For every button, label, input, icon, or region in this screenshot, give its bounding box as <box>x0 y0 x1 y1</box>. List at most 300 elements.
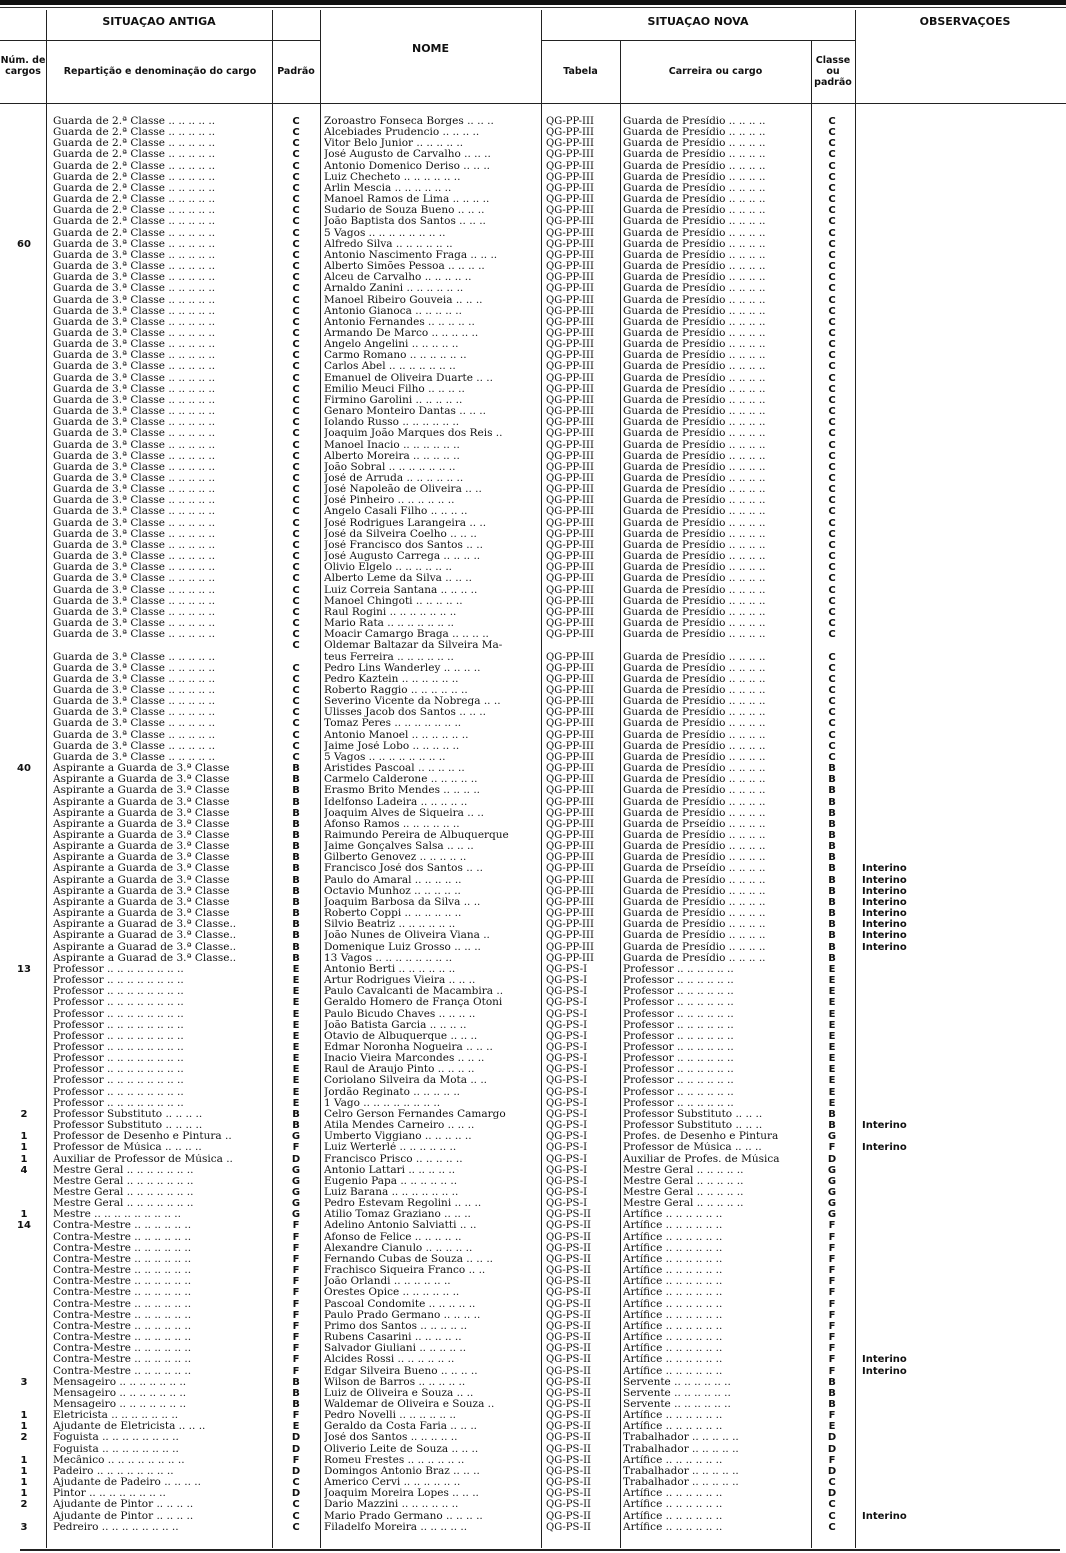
table-row <box>0 228 1066 239</box>
reparticao-cell: Guarda de 3.ª Classe .. .. .. .. .. <box>53 618 216 630</box>
padrao-cell: C <box>292 740 300 752</box>
reparticao-cell: Professor de Desenho e Pintura .. <box>53 1131 232 1143</box>
carreira-cell: Artífice .. .. .. .. .. .. <box>623 1410 723 1422</box>
carreira-cell: Guarda de Presídio .. .. .. .. <box>623 517 766 529</box>
carreira-cell: Guarda de Presídio .. .. .. .. <box>623 919 766 931</box>
table-row <box>0 216 1066 227</box>
reparticao-cell: Contra-Mestre .. .. .. .. .. .. <box>53 1354 192 1366</box>
padrao-cell: C <box>292 361 300 373</box>
padrao-cell: G <box>291 1187 301 1198</box>
carreira-cell: Artífice .. .. .. .. .. .. <box>623 1343 723 1355</box>
padrao-cell: C <box>292 495 300 507</box>
table-row <box>0 830 1066 841</box>
carreira-cell: Guarda de Presídio .. .. .. .. <box>623 327 766 339</box>
carreira-cell: Mestre Geral .. .. .. .. .. <box>623 1175 744 1187</box>
table-row <box>0 1466 1066 1477</box>
carreira-cell: Guarda de Presídio .. .. .. .. <box>623 473 766 484</box>
nome-cell: Alberto Simões Pessoa .. .. .. .. <box>324 261 485 273</box>
observacao-cell: Interino <box>862 896 907 908</box>
nome-cell: Artur Rodrigues Vieira .. .. .. <box>324 975 476 987</box>
padrao-cell: F <box>292 1253 300 1265</box>
reparticao-cell: Aspirante a Guarda de 3.ª Classe <box>53 763 230 775</box>
classe-cell: E <box>828 975 836 987</box>
padrao-cell: B <box>292 763 300 775</box>
nome-cell: Roberto Raggio .. .. .. .. .. .. <box>324 684 468 696</box>
classe-cell: F <box>828 1354 836 1366</box>
header-nome: NOME <box>411 42 450 55</box>
nome-cell: Pascoal Condomite .. .. .. .. .. <box>324 1298 476 1310</box>
table-row <box>0 975 1066 986</box>
classe-cell: F <box>828 1287 836 1299</box>
carreira-cell: Guarda de Presídio .. .. .. .. <box>623 227 766 239</box>
reparticao-cell: Guarda de 3.ª Classe .. .. .. .. .. <box>53 651 216 663</box>
nome-cell: Paulo do Amaral .. .. .. .. .. <box>324 874 462 886</box>
tabela-cell: QG-PP-III <box>546 495 594 507</box>
classe-cell: F <box>828 1220 836 1232</box>
padrao-cell: E <box>292 1086 300 1098</box>
padrao-cell: C <box>292 707 300 719</box>
nome-cell: Raimundo Pereira de Albuquerque <box>324 830 509 841</box>
table-row <box>0 1444 1066 1455</box>
padrao-cell: B <box>292 785 300 797</box>
tabela-cell: QG-PP-III <box>546 618 594 630</box>
nome-cell: Emanuel de Oliveira Duarte .. .. <box>324 372 493 384</box>
tabela-cell: QG-PS-II <box>546 1365 591 1377</box>
padrao-cell: C <box>292 417 300 429</box>
nome-cell: Roberto Coppi .. .. .. .. .. .. <box>324 908 462 920</box>
table-row <box>0 730 1066 741</box>
nome-cell: Geraldo da Costa Faria .. .. .. <box>324 1421 478 1433</box>
tabela-cell: QG-PP-III <box>546 941 594 953</box>
padrao-cell: F <box>292 1287 300 1299</box>
classe-cell: B <box>828 919 836 931</box>
num-cargos-cell: 13 <box>17 963 31 975</box>
table-row <box>0 875 1066 886</box>
carreira-cell: Professor .. .. .. .. .. .. <box>623 975 734 987</box>
padrao-cell: C <box>292 629 300 641</box>
reparticao-cell: Guarda de 3.ª Classe .. .. .. .. .. <box>53 238 216 250</box>
table-row <box>0 1243 1066 1254</box>
carreira-cell: Artífice .. .. .. .. .. .. <box>623 1209 723 1221</box>
tabela-cell: QG-PP-III <box>546 528 594 540</box>
carreira-cell: Artífice .. .. .. .. .. .. <box>623 1365 723 1377</box>
padrao-cell: C <box>292 484 300 496</box>
classe-cell: F <box>828 1298 836 1310</box>
classe-cell: C <box>828 305 836 317</box>
padrao-cell: F <box>292 1343 300 1355</box>
padrao-cell: D <box>291 1465 301 1477</box>
tabela-cell: QG-PS-II <box>546 1320 591 1332</box>
carreira-cell: Professor .. .. .. .. .. .. <box>623 1041 734 1053</box>
tabela-cell: QG-PS-II <box>546 1454 591 1466</box>
tabela-cell: QG-PP-III <box>546 573 594 585</box>
tabela-cell: QG-PP-III <box>546 350 594 362</box>
tabela-cell: QG-PS-II <box>546 1465 591 1477</box>
reparticao-cell: Guarda de 3.ª Classe .. .. .. .. .. <box>53 394 216 406</box>
classe-cell: C <box>828 160 836 172</box>
table-row <box>0 540 1066 551</box>
nome-cell: Manoel Ramos de Lima .. .. .. .. <box>324 194 490 206</box>
nome-cell: Antonio Gianoca .. .. .. .. .. <box>324 305 462 317</box>
tabela-cell: QG-PS-I <box>546 1041 588 1053</box>
classe-cell: B <box>828 1387 836 1399</box>
nome-cell: Romeu Frestes .. .. .. .. .. .. <box>324 1454 465 1466</box>
carreira-cell: Artífice .. .. .. .. .. .. <box>623 1499 723 1511</box>
padrao-cell: B <box>292 908 300 920</box>
tabela-cell: QG-PP-III <box>546 182 594 194</box>
carreira-cell: Guarda de Presídio .. .. .. .. <box>623 696 766 708</box>
carreira-cell: Servente .. .. .. .. .. .. <box>623 1387 731 1399</box>
classe-cell: F <box>828 1231 836 1243</box>
tabela-cell: QG-PP-III <box>546 194 594 206</box>
nome-cell: Arlin Mescia .. .. .. .. .. .. <box>324 182 452 194</box>
classe-cell: E <box>828 1421 836 1433</box>
carreira-cell: Guarda de Presídio .. .. .. .. <box>623 160 766 172</box>
num-cargos-cell: 1 <box>20 1142 28 1154</box>
reparticao-cell: Aspirante a Guarad de 3.ª Classe.. <box>53 919 237 931</box>
reparticao-cell: Ajudante de Eletricista .. .. .. <box>53 1421 206 1433</box>
padrao-cell: C <box>292 751 300 763</box>
padrao-cell: C <box>292 249 300 261</box>
reparticao-cell: Guarda de 3.ª Classe .. .. .. .. .. <box>53 294 216 306</box>
classe-cell: G <box>827 1187 837 1198</box>
carreira-cell: Guarda de Presídio .. .. .. .. <box>623 539 766 551</box>
padrao-cell: C <box>292 350 300 362</box>
observacao-cell: Interino <box>862 919 907 931</box>
carreira-cell: Artífice .. .. .. .. .. .. <box>623 1454 723 1466</box>
padrao-cell: C <box>292 138 300 150</box>
table-row <box>0 1343 1066 1354</box>
nome-cell: Pedro Novelli .. .. .. .. .. .. <box>324 1410 457 1422</box>
classe-cell: E <box>828 1075 836 1087</box>
padrao-cell: C <box>292 227 300 239</box>
tabela-cell: QG-PP-III <box>546 261 594 273</box>
tabela-cell: QG-PP-III <box>546 662 594 674</box>
tabela-cell: QG-PP-III <box>546 796 594 808</box>
carreira-cell: Professor de Música .. .. .. <box>623 1142 762 1154</box>
table-row <box>0 1120 1066 1131</box>
carreira-cell: Artífice .. .. .. .. .. .. <box>623 1276 723 1288</box>
padrao-cell: B <box>292 1120 300 1132</box>
tabela-cell: QG-PP-III <box>546 885 594 897</box>
observacao-cell: Interino <box>862 1354 907 1366</box>
classe-cell: C <box>828 272 836 284</box>
classe-cell: C <box>828 1499 836 1511</box>
padrao-cell: E <box>292 997 300 1009</box>
table-row <box>0 1053 1066 1064</box>
nome-cell: Afonso de Felice .. .. .. .. .. <box>324 1231 462 1243</box>
carreira-cell: Guarda de Presídio .. .. .. .. <box>623 149 766 161</box>
reparticao-cell: Guarda de 3.ª Classe .. .. .. .. .. <box>53 439 216 451</box>
padrao-cell: C <box>292 439 300 451</box>
nome-cell: Vitor Belo Junior .. .. .. .. .. <box>324 138 464 150</box>
tabela-cell: QG-PS-II <box>546 1499 591 1511</box>
carreira-cell: Guarda de Presídio .. .. .. .. <box>623 428 766 440</box>
reparticao-cell: Contra-Mestre .. .. .. .. .. .. <box>53 1276 192 1288</box>
header-reparticao: Repartição e denominação do cargo <box>63 66 257 77</box>
tabela-cell: QG-PP-III <box>546 305 594 317</box>
tabela-cell: QG-PP-III <box>546 372 594 384</box>
nome-cell: Adelino Antonio Salviatti .. .. <box>324 1220 477 1232</box>
padrao-cell: B <box>292 852 300 864</box>
nome-cell: Armando De Marco .. .. .. .. .. <box>324 327 479 339</box>
carreira-cell: Guarda de Presídio .. .. .. .. <box>623 551 766 563</box>
carreira-cell: Professor .. .. .. .. .. .. <box>623 963 734 975</box>
nome-cell: Angelo Angelini .. .. .. .. .. <box>324 339 459 351</box>
table-row <box>0 1377 1066 1388</box>
classe-cell: C <box>828 149 836 161</box>
reparticao-cell: Professor .. .. .. .. .. .. .. .. <box>53 1097 184 1109</box>
carreira-cell: Professor .. .. .. .. .. .. <box>623 997 734 1009</box>
tabela-cell: QG-PP-III <box>546 863 594 875</box>
classe-cell: C <box>828 684 836 696</box>
tabela-cell: QG-PP-III <box>546 383 594 395</box>
tabela-cell: QG-PS-II <box>546 1343 591 1355</box>
padrao-cell: E <box>292 1097 300 1109</box>
table-row <box>0 384 1066 395</box>
nome-cell: Atilio Tomaz Graziano .. .. .. <box>324 1209 471 1221</box>
classe-cell: B <box>828 1398 836 1410</box>
reparticao-cell: Aspirante a Guarda de 3.ª Classe <box>53 796 230 808</box>
tabela-cell: QG-PS-II <box>546 1276 591 1288</box>
carreira-cell: Guarda de Presídio .. .. .. .. <box>623 684 766 696</box>
padrao-cell: F <box>292 1332 300 1344</box>
tabela-cell: QG-PP-III <box>546 729 594 741</box>
classe-cell: E <box>828 1019 836 1031</box>
header-tabela: Tabela <box>563 66 598 77</box>
table-row <box>0 395 1066 406</box>
carreira-cell: Artífice .. .. .. .. .. .. <box>623 1421 723 1433</box>
table-row <box>0 997 1066 1008</box>
reparticao-cell: Guarda de 3.ª Classe .. .. .. .. .. <box>53 517 216 529</box>
nome-cell: Carmelo Calderone .. .. .. .. .. <box>324 774 478 786</box>
classe-cell: F <box>828 1320 836 1332</box>
carreira-cell: Professor .. .. .. .. .. .. <box>623 1030 734 1042</box>
carreira-cell: Guarda de Presídio .. .. .. .. <box>623 439 766 451</box>
tabela-cell: QG-PS-I <box>546 1030 588 1042</box>
nome-cell: Mario Prado Germano .. .. .. .. <box>324 1510 483 1522</box>
padrao-cell: F <box>292 1309 300 1321</box>
padrao-cell: C <box>292 696 300 708</box>
tabela-cell: QG-PS-I <box>546 1175 588 1187</box>
padrao-cell: C <box>292 182 300 194</box>
padrao-cell: F <box>292 1231 300 1243</box>
nome-cell: Francisco José dos Santos .. .. <box>324 863 483 875</box>
tabela-cell: QG-PS-II <box>546 1298 591 1310</box>
nome-cell: Luiz Correia Santana .. .. .. .. <box>324 584 478 596</box>
carreira-cell: Guarda de Presídio .. .. .. .. <box>623 127 766 139</box>
classe-cell: F <box>828 1309 836 1321</box>
carreira-cell: Guarda de Presídio .. .. .. .. <box>623 205 766 217</box>
nome-cell: Arnaldo Zanini .. .. .. .. .. .. <box>324 283 464 295</box>
reparticao-cell: Professor .. .. .. .. .. .. .. .. <box>53 1019 184 1031</box>
nome-cell: Americo Cervi .. .. .. .. .. .. <box>324 1477 461 1489</box>
padrao-cell: C <box>292 573 300 585</box>
reparticao-cell: Aspirante a Guarda de 3.ª Classe <box>53 908 230 920</box>
tabela-cell: QG-PS-I <box>546 1153 588 1165</box>
reparticao-cell: Guarda de 3.ª Classe .. .. .. .. .. <box>53 372 216 384</box>
padrao-cell: F <box>292 1410 300 1422</box>
table-body <box>0 116 1066 1533</box>
tabela-cell: QG-PP-III <box>546 584 594 596</box>
carreira-cell: Professor .. .. .. .. .. .. <box>623 1064 734 1076</box>
tabela-cell: QG-PS-II <box>546 1354 591 1366</box>
classe-cell: E <box>828 1030 836 1042</box>
table-row <box>0 573 1066 584</box>
tabela-cell: QG-PP-III <box>546 205 594 217</box>
carreira-cell: Guarda de Presídio .. .. .. .. <box>623 584 766 596</box>
tabela-cell: QG-PS-II <box>546 1477 591 1489</box>
nome-cell: 5 Vagos .. .. .. .. .. .. .. .. <box>324 227 446 239</box>
carreira-cell: Guarda de Presídio .. .. .. .. <box>623 528 766 540</box>
carreira-cell: Professor .. .. .. .. .. .. <box>623 1053 734 1065</box>
num-cargos-cell: 4 <box>20 1164 28 1176</box>
classe-cell: E <box>828 963 836 975</box>
carreira-cell: Guarda de Presídio .. .. .. .. <box>623 450 766 462</box>
padrao-cell: E <box>292 963 300 975</box>
reparticao-cell: Professor .. .. .. .. .. .. .. .. <box>53 1075 184 1087</box>
reparticao-cell: Guarda de 3.ª Classe .. .. .. .. .. <box>53 573 216 585</box>
tabela-cell: QG-PS-I <box>546 1019 588 1031</box>
tabela-cell: QG-PP-III <box>546 629 594 641</box>
padrao-cell: E <box>292 1041 300 1053</box>
padrao-cell: C <box>292 327 300 339</box>
padrao-cell: F <box>292 1242 300 1254</box>
tabela-cell: QG-PS-II <box>546 1253 591 1265</box>
table-row <box>0 451 1066 462</box>
classe-cell: E <box>828 986 836 998</box>
nome-cell: Rubens Casarini .. .. .. .. .. <box>324 1332 462 1344</box>
table-row <box>0 250 1066 261</box>
classe-cell: F <box>828 1265 836 1277</box>
carreira-cell: Artífice .. .. .. .. .. .. <box>623 1309 723 1321</box>
classe-cell: C <box>828 182 836 194</box>
nome-cell: Alfredo Silva .. .. .. .. .. .. <box>324 238 453 250</box>
padrao-cell: B <box>292 874 300 886</box>
observacao-cell: Interino <box>862 1142 907 1154</box>
carreira-cell: Artífice .. .. .. .. .. .. <box>623 1320 723 1332</box>
padrao-cell: E <box>292 1030 300 1042</box>
carreira-cell: Guarda de Presídio .. .. .. .. <box>623 305 766 317</box>
nome-cell: Tomaz Peres .. .. .. .. .. .. .. <box>324 718 462 730</box>
reparticao-cell: Guarda de 3.ª Classe .. .. .. .. .. <box>53 461 216 473</box>
padrao-cell: E <box>292 986 300 998</box>
classe-cell: C <box>828 740 836 752</box>
table-row <box>0 953 1066 964</box>
table-row <box>0 295 1066 306</box>
padrao-cell: C <box>292 1521 300 1533</box>
nome-cell: Antonio Nascimento Fraga .. .. .. <box>324 249 498 261</box>
carreira-cell: Guarda de Presídio .. .. .. .. <box>623 383 766 395</box>
nome-cell: Gilberto Genovez .. .. .. .. .. <box>324 852 467 864</box>
classe-cell: B <box>828 774 836 786</box>
carreira-cell: Guarda de Presídio .. .. .. .. <box>623 874 766 886</box>
reparticao-cell: Guarda de 3.ª Classe .. .. .. .. .. <box>53 673 216 685</box>
classe-cell: C <box>828 517 836 529</box>
tabela-cell: QG-PS-II <box>546 1488 591 1500</box>
reparticao-cell: Mestre Geral .. .. .. .. .. .. .. <box>53 1164 194 1176</box>
nome-cell: Olivio Elgelo .. .. .. .. .. .. <box>324 562 452 574</box>
nome-cell: Pedro Estevam Regolini .. .. .. <box>324 1198 482 1210</box>
padrao-cell: B <box>292 774 300 786</box>
carreira-cell: Guarda de Presídio .. .. .. .. <box>623 283 766 295</box>
tabela-cell: QG-PP-III <box>546 227 594 239</box>
table-row <box>0 718 1066 729</box>
nome-cell: Emilio Meuci Filho .. .. .. .. <box>324 383 465 395</box>
padrao-cell: C <box>292 517 300 529</box>
header-carreira: Carreira ou cargo <box>668 66 763 77</box>
observacao-cell: Interino <box>862 885 907 897</box>
padrao-cell: C <box>292 673 300 685</box>
tabela-cell: QG-PP-III <box>546 484 594 496</box>
table-row <box>0 1064 1066 1075</box>
padrao-cell: C <box>292 1510 300 1522</box>
table-row <box>0 1042 1066 1053</box>
nome-cell: José da Silveira Coelho .. .. .. <box>324 528 477 540</box>
table-row <box>0 1232 1066 1243</box>
table-row <box>0 908 1066 919</box>
reparticao-cell: Mensageiro .. .. .. .. .. .. .. <box>53 1398 187 1410</box>
table-row <box>0 261 1066 272</box>
reparticao-cell: Foguista .. .. .. .. .. .. .. .. <box>53 1432 179 1444</box>
tabela-cell: QG-PS-II <box>546 1231 591 1243</box>
nome-cell: Angelo Casali Filho .. .. .. .. <box>324 506 468 518</box>
classe-cell: C <box>828 439 836 451</box>
carreira-cell: Artífice .. .. .. .. .. .. <box>623 1253 723 1265</box>
classe-cell: C <box>828 562 836 574</box>
classe-cell: C <box>828 372 836 384</box>
nome-cell: Luiz Barana .. .. .. .. .. .. .. <box>324 1187 459 1198</box>
table-row <box>0 785 1066 796</box>
nome-cell: Orestes Opice .. .. .. .. .. .. <box>324 1287 460 1299</box>
classe-cell: G <box>827 1164 837 1176</box>
table-row <box>0 930 1066 941</box>
carreira-cell: Trabalhador .. .. .. .. .. <box>623 1477 739 1489</box>
classe-cell: C <box>828 227 836 239</box>
nome-cell: Joaquim Barbosa da Silva .. .. <box>324 896 481 908</box>
carreira-cell: Guarda de Presídio .. .. .. .. <box>623 294 766 306</box>
carreira-cell: Professor .. .. .. .. .. .. <box>623 1075 734 1087</box>
tabela-cell: QG-PS-I <box>546 1008 588 1020</box>
reparticao-cell: Ajudante de Pintor .. .. .. .. <box>53 1499 194 1511</box>
nome-cell: Genaro Monteiro Dantas .. .. .. <box>324 406 486 418</box>
classe-cell: B <box>828 908 836 920</box>
reparticao-cell: Professor Substituto .. .. .. .. <box>53 1108 203 1120</box>
padrao-cell: D <box>291 1443 301 1455</box>
classe-cell: B <box>828 930 836 942</box>
padrao-cell: C <box>292 1499 300 1511</box>
reparticao-cell: Pintor .. .. .. .. .. .. .. .. <box>53 1488 166 1500</box>
table-row <box>0 1276 1066 1287</box>
padrao-cell: B <box>292 930 300 942</box>
padrao-cell: F <box>292 1276 300 1288</box>
table-row <box>0 986 1066 997</box>
reparticao-cell: Guarda de 3.ª Classe .. .. .. .. .. <box>53 417 216 429</box>
classe-cell: C <box>828 171 836 183</box>
num-cargos-cell: 2 <box>20 1499 28 1511</box>
classe-cell: C <box>828 528 836 540</box>
table-row <box>0 462 1066 473</box>
padrao-cell: C <box>292 428 300 440</box>
reparticao-cell: Professor .. .. .. .. .. .. .. .. <box>53 963 184 975</box>
tabela-cell: QG-PS-I <box>546 997 588 1009</box>
tabela-cell: QG-PP-III <box>546 461 594 473</box>
tabela-cell: QG-PP-III <box>546 394 594 406</box>
nome-cell: José Augusto Carrega .. .. .. .. <box>324 551 481 563</box>
reparticao-cell: Aspirante a Guarad de 3.ª Classe.. <box>53 952 237 964</box>
tabela-cell: QG-PS-II <box>546 1287 591 1299</box>
classe-cell: C <box>828 316 836 328</box>
